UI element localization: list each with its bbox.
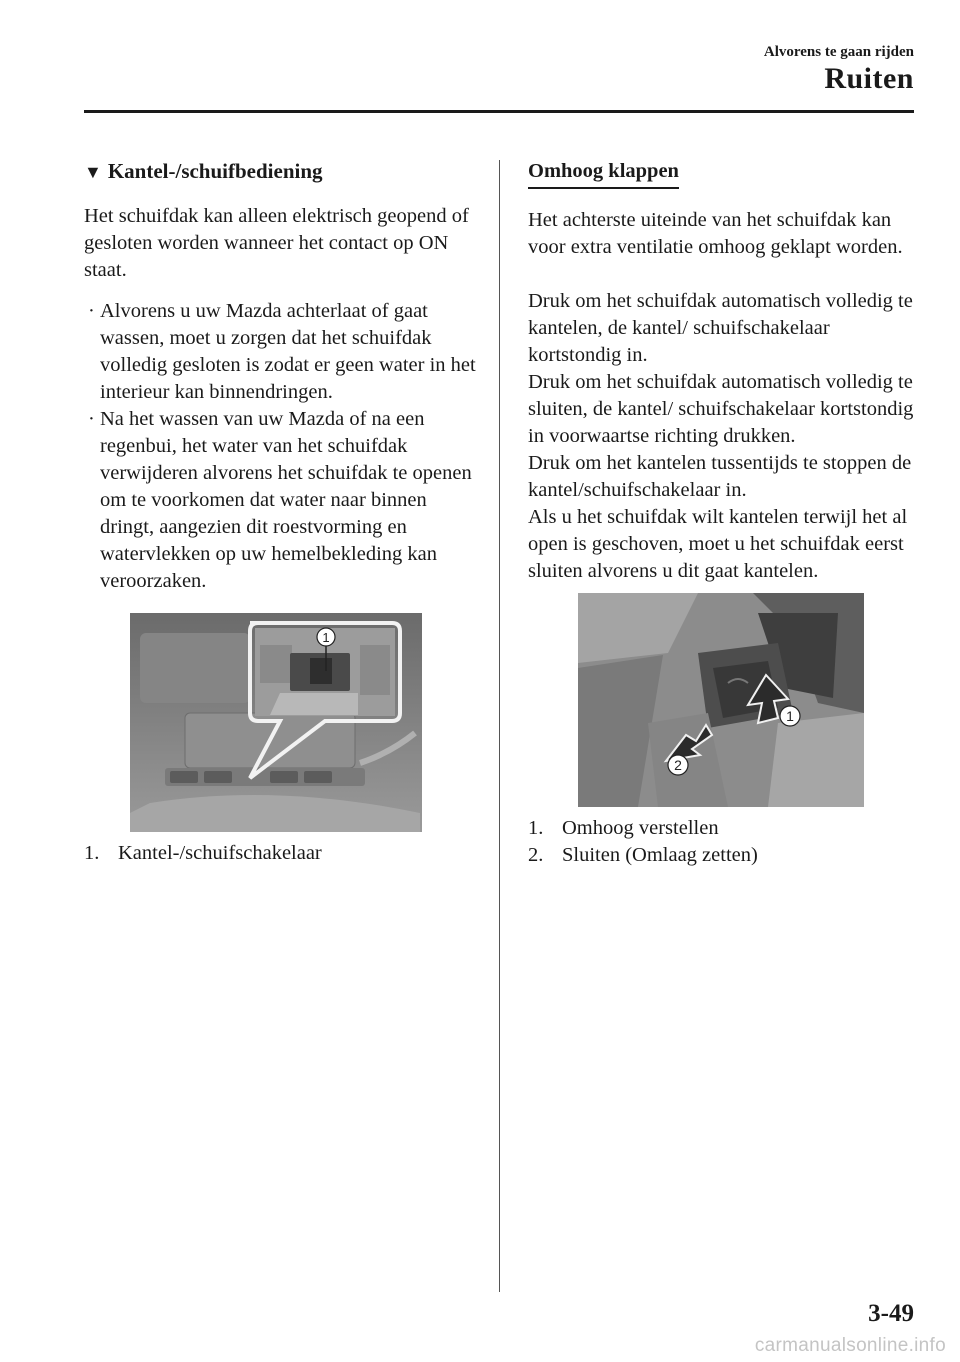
- paragraph-open-tilt: Als u het schuifdak wilt kantelen terwijl het al open is geschoven, moet u het schuifdak eerst sluiten alvorens u dit gaat kantelen.: [528, 505, 908, 582]
- tilt-switch-illustration: [578, 593, 864, 807]
- triangle-marker-icon: ▼: [84, 162, 102, 182]
- bullet-list: [84, 298, 476, 595]
- paragraph-close: Druk om het schuifdak automatisch volledig te sluiten, de kantel/ schuifschakelaar kortstondig in voorwaartse richting drukken.: [528, 370, 914, 447]
- bullet-dot-icon: ·: [88, 300, 95, 323]
- running-header-chapter: Ruiten: [824, 62, 914, 95]
- caption-number: 2.: [528, 843, 544, 866]
- section-heading: [84, 158, 476, 185]
- overhead-console-figure: [130, 613, 422, 832]
- intro-paragraph: Het schuifdak kan alleen elektrisch geopend of gesloten worden wanneer het contact op ON staat.: [84, 205, 469, 282]
- section-heading-text: Kantel-/schuifbediening: [107, 159, 323, 183]
- paragraph-tilt: Druk om het schuifdak automatisch volledig te kantelen, de kantel/ schuifschakelaar kortstondig in.: [528, 289, 913, 366]
- sub-heading: Omhoog klappen: [528, 158, 679, 189]
- right-column: [528, 158, 914, 869]
- running-header-section: Alvorens te gaan rijden: [763, 44, 914, 60]
- overhead-console-illustration: [130, 613, 422, 832]
- caption-item: [84, 840, 476, 867]
- caption-text: Kantel-/schuifschakelaar: [118, 842, 322, 865]
- bullet-item: [84, 298, 476, 406]
- bullet-text: Alvorens u uw Mazda achterlaat of gaat wassen, moet u zorgen dat het schuifdak volledig gesloten is zodat er geen water in het interieur kan binnendringen.: [100, 300, 476, 404]
- bullet-dot-icon: ·: [88, 408, 95, 431]
- figure-callout-2: 2: [674, 756, 682, 773]
- caption-number: 1.: [528, 816, 544, 839]
- figure-caption-list: [84, 840, 476, 867]
- figure-callout-1: 1: [786, 707, 794, 724]
- figure-callout-1: 1: [322, 630, 330, 646]
- paragraph-stop: Druk om het kantelen tussentijds te stoppen de kantel/schuifschakelaar in.: [528, 451, 912, 501]
- caption-number: 1.: [84, 842, 100, 865]
- paragraph-ventilation: Het achterste uiteinde van het schuifdak kan voor extra ventilatie omhoog geklapt worden.: [528, 208, 903, 258]
- caption-text: Omhoog verstellen: [562, 816, 719, 839]
- caption-item: [528, 815, 914, 842]
- bullet-text: Na het wassen van uw Mazda of na een regenbui, het water van het schuifdak verwijderen alvorens het schuifdak te openen om te voorkomen dat water naar binnen dringt, aangezien dit roestvorming en watervlekken op uw hemelbekleding kan veroorzaken.: [100, 408, 472, 593]
- bullet-item: [84, 406, 476, 595]
- header-rule: [84, 110, 914, 113]
- watermark: carmanualsonline.info: [754, 1335, 946, 1356]
- caption-text: Sluiten (Omlaag zetten): [562, 843, 758, 866]
- left-column: [84, 158, 476, 867]
- page-number: 3-49: [868, 1300, 914, 1327]
- figure-caption-list: [528, 815, 914, 869]
- caption-item: [528, 842, 914, 869]
- column-divider: [499, 160, 500, 1292]
- tilt-switch-figure: [578, 593, 864, 807]
